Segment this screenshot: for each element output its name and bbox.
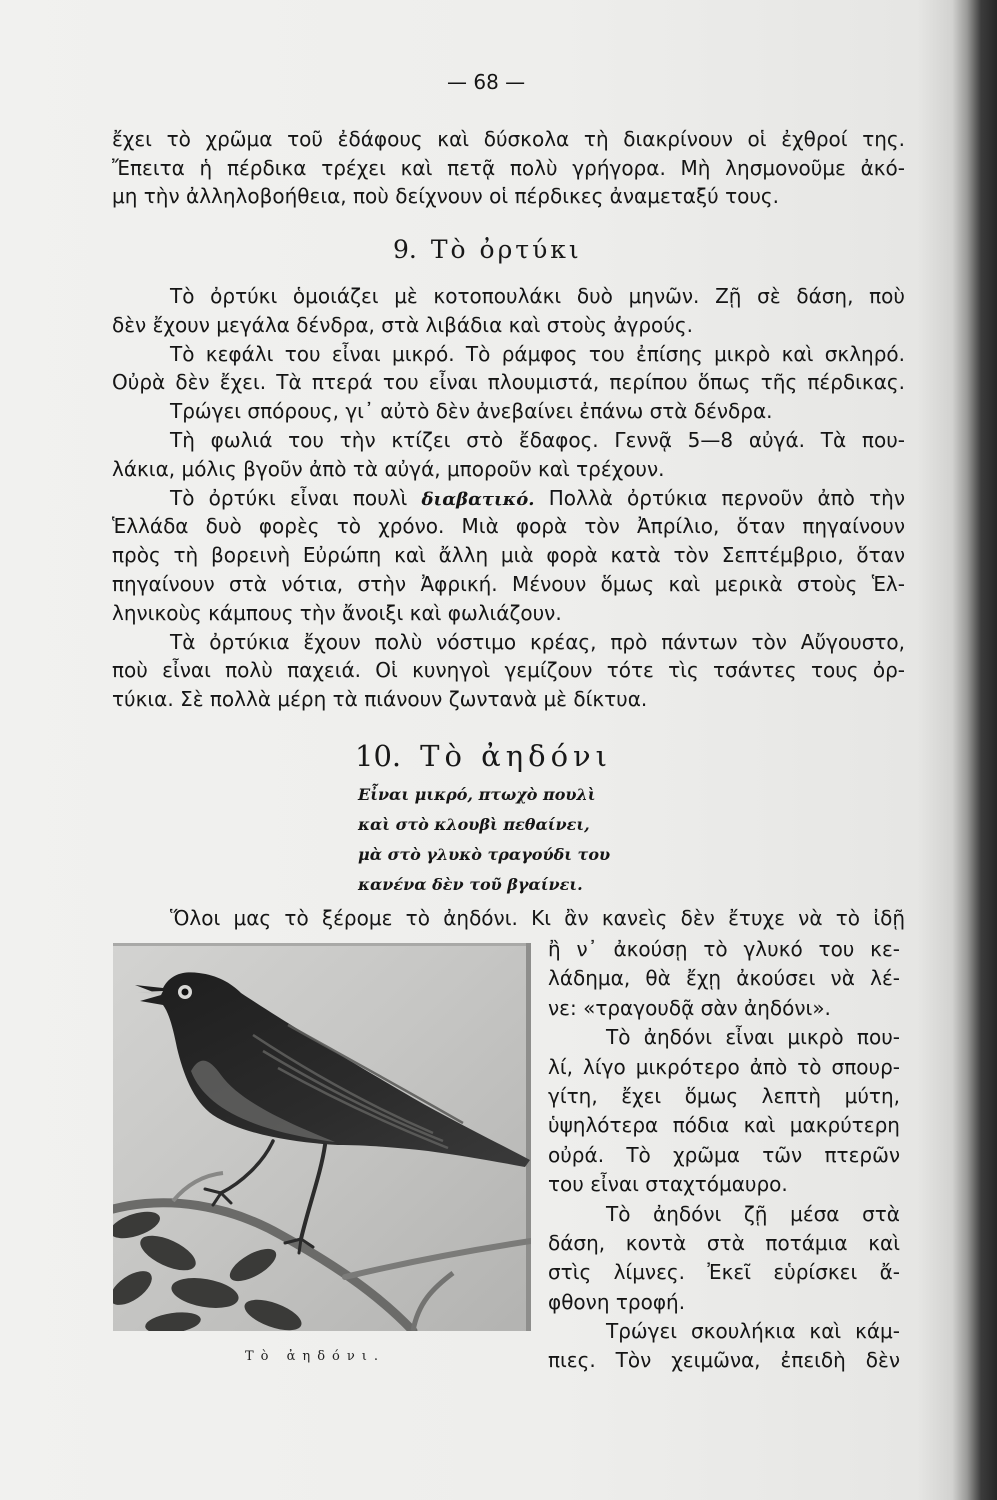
text-line: Ὅλοι μας τὸ ξέρομε τὸ ἀηδόνι. Κι ἂν κανεὶς δὲν ἔτυχε νὰ τὸ ἰδῇ — [170, 906, 905, 930]
text-line: γίτη, ἔχει ὅμως λεπτὴ μύτη, — [548, 1083, 900, 1108]
text-segment: Τὸ ὀρτύκι εἶναι πουλὶ — [170, 485, 422, 510]
section-number: 9. — [393, 235, 417, 264]
text-line: δάση, κοντὰ στὰ ποτάμια καὶ — [548, 1230, 900, 1255]
text-line: οὐρά. Τὸ χρῶμα τῶν πτερῶν — [548, 1142, 900, 1167]
text-line: Τὰ ὀρτύκια ἔχουν πολὺ νόστιμο κρέας, πρὸ πάντων τὸν Αὔγουστο, — [170, 629, 905, 654]
text-line: Τὸ κεφάλι του εἶναι μικρό. Τὸ ράμφος του ἐπίσης μικρὸ καὶ σκληρό. — [170, 341, 905, 366]
intro-paragraph — [112, 125, 905, 211]
text-line: μη τὴν ἀλληλοβοήθεια, ποὺ δείχνουν οἱ πέρδικες ἀναμεταξύ τους. — [112, 184, 780, 208]
nightingale-lead — [112, 904, 905, 933]
text-line: Τρώγει σκουλήκια καὶ κάμ- — [606, 1319, 900, 1344]
section-number: 10. — [355, 739, 402, 773]
poem-line: Εἶναι μικρό, πτωχὸ πουλὶ — [358, 785, 596, 804]
text-line: λί, λίγο μικρότερο ἀπὸ τὸ σπουρ- — [548, 1054, 900, 1079]
text-line: στὶς λίμνες. Ἐκεῖ εὑρίσκει ἄ- — [548, 1260, 900, 1285]
text-line: ὑψηλότερα πόδια καὶ μακρύτερη — [548, 1113, 900, 1138]
text-line: πρὸς τὴ βορεινὴ Εὐρώπη καὶ ἄλλη μιὰ φορὰ κατὰ τὸν Σεπτέμβριο, ὅταν — [112, 543, 905, 568]
text-line: φθονη τροφή. — [548, 1289, 686, 1314]
text-line: Τὸ ἀηδόνι εἶναι μικρὸ που- — [606, 1025, 900, 1050]
section-heading-quail — [393, 233, 582, 267]
text-line: τύκια. Σὲ πολλὰ μέρη τὰ πιάνουν ζωντανὰ μὲ δίκτυα. — [112, 687, 648, 712]
page-number: — 68 — — [447, 70, 526, 94]
text-line: ἢ ν᾿ ἀκούσῃ τὸ γλυκό του κε- — [548, 937, 900, 961]
text-line: Τὴ φωλιά του τὴν κτίζει στὸ ἔδαφος. Γεννᾷ 5—8 αὐγά. Τὰ που- — [170, 427, 905, 452]
text-line: ληνικοὺς κάμπους τὴν ἄνοιξι καὶ φωλιάζουν. — [112, 600, 562, 625]
text-segment: Πολλὰ ὀρτύκια περνοῦν ἀπὸ τὴν — [534, 485, 906, 510]
text-line: Ἑλλάδα δυὸ φορὲς τὸ χρόνο. Μιὰ φορὰ τὸν Ἀπρίλιο, ὅταν πηγαίνουν — [112, 514, 905, 539]
quail-text — [112, 282, 905, 714]
text-line: δὲν ἔχουν μεγάλα δένδρα, στὰ λιβάδια καὶ στοὺς ἀγρούς. — [112, 312, 693, 337]
poem-line: κανένα δὲν τοῦ βγαίνει. — [358, 875, 583, 894]
nightingale-column-text — [548, 935, 900, 1376]
text-line: Τὸ ὀρτύκι ὁμοιάζει μὲ κοτοπουλάκι δυὸ μηνῶν. Ζῇ σὲ δάση, ποὺ — [170, 284, 905, 308]
emphasized-term: διαβατικό. — [421, 488, 535, 510]
text-line: Τὸ ἀηδόνι ζῇ μέσα στὰ — [606, 1201, 900, 1226]
text-line: ποὺ εἶναι πολὺ παχειά. Οἱ κυνηγοὶ γεμίζουν τότε τὶς τσάντες τους ὀρ- — [112, 658, 905, 683]
poem-line: καὶ στὸ κλουβὶ πεθαίνει, — [358, 815, 590, 834]
section-heading-nightingale — [355, 737, 612, 775]
text-line: Τρώγει σπόρους, γι᾿ αὐτὸ δὲν ἀνεβαίνει ἐπάνω στὰ δένδρα. — [170, 399, 773, 424]
epigraph-poem — [358, 780, 610, 900]
section-title: Τὸ ὀρτύκι — [430, 235, 582, 264]
text-line: πηγαίνουν στὰ νότια, στὴν Ἀφρική. Μένουν ὅμως καὶ μερικὰ στοὺς Ἑλ- — [112, 571, 905, 596]
text-line: λάκια, μόλις βγοῦν ἀπὸ τὰ αὐγά, μποροῦν καὶ τρέχουν. — [112, 456, 665, 481]
text-line: Οὐρὰ δὲν ἔχει. Τὰ πτερά του εἶναι πλουμιστά, περίπου ὅπως τῆς πέρδικας. — [112, 370, 905, 395]
text-line — [170, 484, 905, 513]
photo-caption: Τὸ ἀηδόνι. — [245, 1349, 385, 1364]
text-line: λάδημα, θὰ ἔχῃ ἀκούσει νὰ λέ- — [548, 966, 900, 991]
text-line: ἔχει τὸ χρῶμα τοῦ ἐδάφους καὶ δύσκολα τὴ διακρίνουν οἱ ἐχθροί της. — [112, 127, 905, 151]
text-line: Ἔπειτα ἡ πέρδικα τρέχει καὶ πετᾷ πολὺ γρήγορα. Μὴ λησμονοῦμε ἀκό- — [112, 155, 905, 180]
nightingale-photo — [113, 943, 531, 1331]
text-line: νε: «τραγουδᾷ σὰν ἀηδόνι». — [548, 995, 831, 1020]
text-line: του εἶναι σταχτόμαυρο. — [548, 1172, 788, 1197]
section-title: Τὸ ἀηδόνι — [420, 739, 613, 773]
text-line: πιες. Τὸν χειμῶνα, ἐπειδὴ δὲν — [548, 1348, 900, 1373]
poem-line: μὰ στὸ γλυκὸ τραγούδι του — [358, 845, 611, 864]
